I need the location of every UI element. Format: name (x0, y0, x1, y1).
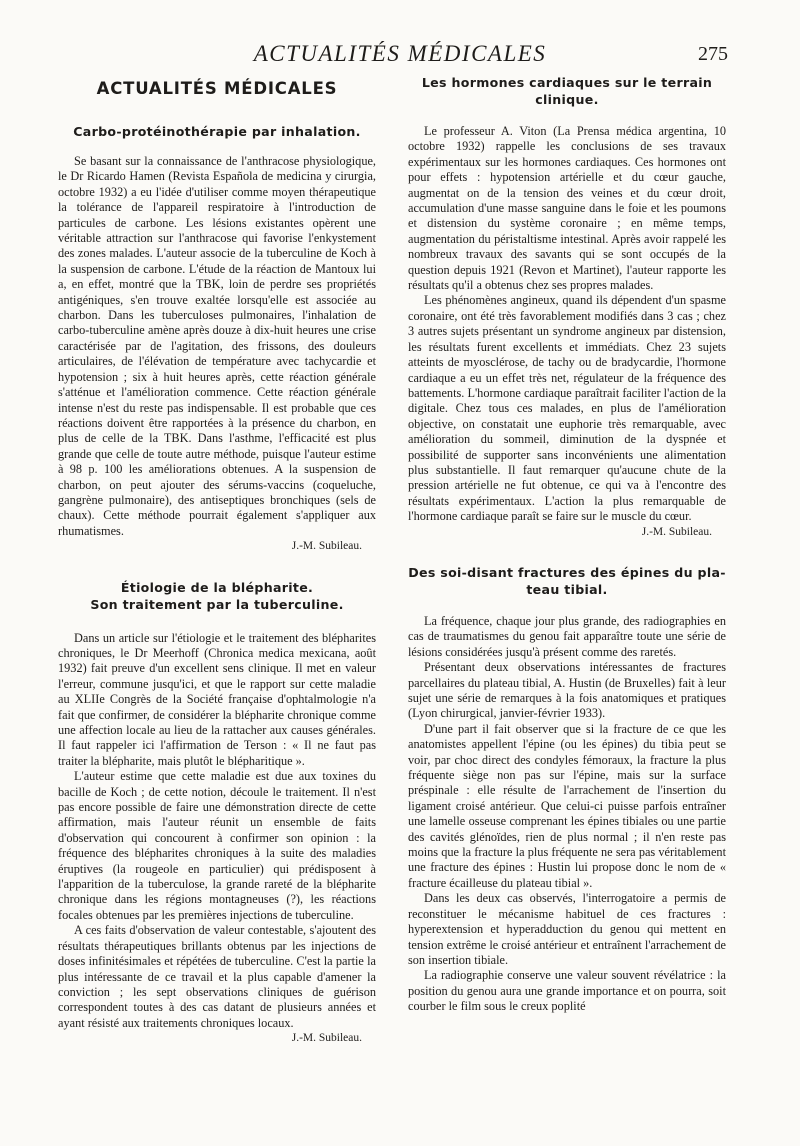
article-paragraph: La fréquence, chaque jour plus grande, des radiographies en cas de traumatismes du genou fait apparaître toute une série de lésions considérées jusqu'à présent comme des raretés. (408, 613, 726, 659)
article-title (58, 123, 376, 140)
article-paragraph: Se basant sur la connaissance de l'anthracose physiologique, le Dr Ricardo Hamen (Revista Española de medicina y cirurgia, octobre 1932) a eu l'idée d'utiliser comme moyen thérapeutique la tolérance de l'appareil respiratoire à l'introduction de particules de carbone. Les lésions existantes opèrent une véritable attraction sur l'anthracose qui favorise l'enkystement des zones malades. L'auteur associe de la tuberculine de Koch à la suspension de carbone. L'étude de la réaction de Mantoux lui a, en effet, montré que la TBK, loin de perdre ses propriétés antigéniques, s'en trouve exaltée lorsqu'elle est associée au charbon. Dans les tuberculoses pulmonaires, l'inhalation de carbo-tuberculine amène après douze à dix-huit heures une crise caractérisée par de l'agitation, des frissons, des douleurs articulaires, de l'élévation de température avec tachycardie et hypotension ; six à huit heures après, cette réaction générale s'atténue et l'amélioration commence. Cette réaction générale intense n'est du reste pas indispensable. Il est probable que ces réactions doivent être rapportées à la présence du charbon, en plus de celle de la TBK. Dans l'asthme, l'efficacité est plus grande que celle de toute autre méthode, puisque l'auteur estime à 98 p. 100 les améliorations obtenues. A la suspension de charbon, on peut ajouter des sérums-vaccins (coqueluche, gangrène pulmonaire), des antiseptiques bronchiques (sels de chaux). Cette méthode pourrait également s'appliquer aux rhumatismes. (58, 154, 376, 538)
article-paragraph: Présentant deux observations intéressantes de fractures parcellaires du plateau tibial, A. Hustin (de Bruxelles) fait à leur sujet une série de remarques à la fois anatomiques et pratiques (Lyon chirurgical, janvier-février 1933). (408, 660, 726, 721)
article-title (408, 564, 726, 598)
right-column (408, 74, 726, 1015)
article-title-line: Étiologie de la blépharite. (120, 579, 314, 595)
author-signature: J.-M. Subileau. (291, 540, 362, 553)
article-hormones-cardiaques (408, 74, 726, 540)
article-fractures-epines-tibiales (408, 564, 726, 1015)
article-title-line: Des soi-disant fractures des épines du pla- (408, 564, 726, 580)
article-carbo-proteinotherapie (58, 123, 376, 555)
article-paragraph: D'une part il fait observer que si la fracture de ce que les anatomistes appellent l'épine (ou les épines) du tibia peut se voir, par choc direct des condyles fémoraux, la fracture la plus fréquente siège non pas sur l'épine, mais sur la surface préspinale : elle résulte de l'arrachement de l'insertion du ligament croisé antérieur. Que celui-ci puisse parfois entraîner une lamelle osseuse comprenant les épines tibiales ou une partie des cavités glénoïdes, rien de plus normal ; il n'en reste pas moins que la fracture la plus fréquente ne sera pas véritablement une fracture des épines : Hustin lui propose donc le nom de « fracture écailleuse du plateau tibial ». (408, 721, 726, 890)
article-title-line: Son traitement par la tuberculine. (90, 596, 344, 612)
author-signature: J.-M. Subileau. (291, 1032, 362, 1045)
section-title: ACTUALITÉS MÉDICALES (96, 79, 338, 98)
article-title-line: teau tibial. (526, 581, 608, 597)
article-title (58, 579, 376, 613)
running-header (0, 41, 800, 71)
article-paragraph: Le professeur A. Viton (La Prensa médica argentina, 10 octobre 1932) rappelle les conclusions de ses travaux expérimentaux sur les hormones cardiaques. Ces hormones ont pour effets : hypotension artérielle et du cœur gauche, augmentat on de la tension des veines et du cœur droit, accumulation d'une masse sanguine dans le foie et les poumons et distension du système coronaire ; en même temps, augmentation du péristaltisme intestinal. Après avoir rappelé les nombreux travaux des savants qui se sont occupés de la question depuis 1921 (Revon et Martinet), l'auteur rapporte les résultats qu'il a obtenus chez ses propres malades. (408, 124, 726, 293)
article-title-line: Les hormones cardiaques sur le terrain (421, 75, 713, 90)
article-paragraph: Dans les deux cas observés, l'interrogatoire a permis de reconstituer le mécanisme habituel de ces fractures : hyperextension et hyperadduction du genou qui mettent en tension extrême le croisé antérieur et entraînent l'arrachement de son insertion tibiale. (408, 891, 726, 967)
article-paragraph: Les phénomènes angineux, quand ils dépendent d'un spasme coronaire, ont été très favorablement modifiés dans 3 cas ; chez 3 autres sujets présentant un syndrome angineux par distension, les résultats furent excellents et immédiats. Chez 23 sujets atteints de myosclérose, de tachy ou de bradycardie, l'hormone cardiaque a eu un effet très net, régulateur de la fréquence des battements. L'hormone cardiaque paraîtrait faciliter l'action de la digitale. Chez tous ces malades, en plus de l'amélioration objective, on constatait une euphorie très remarquable, avec amélioration du sommeil, diminution de la dyspnée et possibilité de supporter sans inconvénients une alimentation plus substantielle. Il faut remarquer qu'aucune chute de la pression artérielle ne fut obtenue, ce qui va à l'encontre des résultats expérimentaux. L'action la plus remarquable de l'hormone cardiaque paraît se faire sur le muscle du cœur. (408, 293, 726, 524)
article-paragraph: A ces faits d'observation de valeur contestable, s'ajoutent des résultats thérapeutiques brillants obtenus par les injections de doses infinitésimales et répétées de tuberculine. C'est la partie la plus intéressante de ce travail et la plus capable d'amener la conviction ; les sept observations cliniques de guérison correspondent toutes à des cas datant de plusieurs années et ayant résisté aux traitements chroniques locaux. (58, 923, 376, 1030)
page-number: 275 (698, 43, 728, 65)
left-column (58, 74, 376, 1047)
article-paragraph: La radiographie conserve une valeur souvent révélatrice : la position du genou aura une grande importance et on pourra, soit courber le film sous le creux poplité (408, 968, 726, 1014)
article-etiologie-blepharite (58, 579, 376, 1047)
article-paragraph: L'auteur estime que cette maladie est due aux toxines du bacille de Koch ; de cette notion, découle le traitement. Il n'est pas encore possible de faire une démonstration directe de cette affirmation, mais l'auteur réunit un ensemble de faits d'observation qui concourent à confirmer son opinion : la fréquence des blépharites chroniques à la suite des maladies éruptives (la rougeole en particulier) qui prédisposent à l'apparition de la tuberculose, la grande rareté de la blépharite chronique dans les régions montagneuses (?), les réactions focales obtenues par les premières injections de tuberculine. (58, 769, 376, 922)
article-paragraph: Dans un article sur l'étiologie et le traitement des blépharites chroniques, le Dr Meerhoff (Chronica medica mexicana, août 1932) fait preuve d'un excellent sens clinique. Il met en valeur l'erreur, commune jusqu'ici, et que le rapport sur cette maladie au XLIIe Congrès de la Société française d'ophtalmologie n'a fait que confirmer, de considérer la blépharite chronique comme une affection locale au lieu de la rattacher aux causes générales. Il faut rappeler ici l'affirmation de Terson : « Il ne faut pas traiter la blépharite, mais plutôt le blépharitique ». (58, 630, 376, 768)
article-title-text: Carbo-protéinothérapie par inhalation. (73, 124, 361, 139)
article-title (408, 74, 726, 108)
author-signature: J.-M. Subileau. (641, 525, 712, 538)
article-title-line: clinique. (535, 92, 599, 107)
running-title: ACTUALITÉS MÉDICALES (253, 41, 547, 66)
